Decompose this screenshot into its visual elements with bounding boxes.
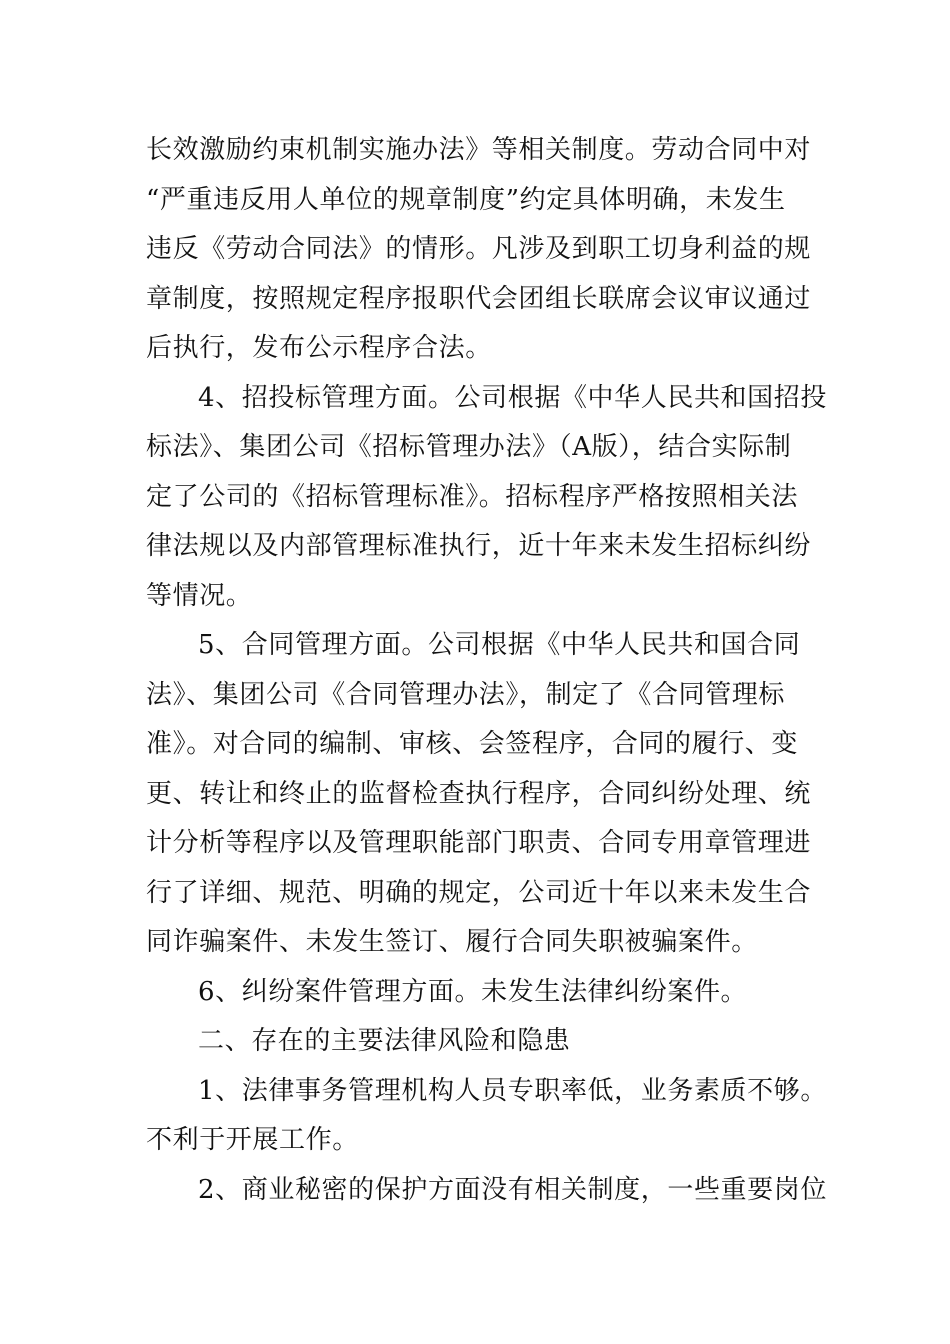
- text-line: 章制度，按照规定程序报职代会团组长联席会议审议通过: [146, 283, 812, 314]
- text-line: 同诈骗案件、未发生签订、履行合同失职被骗案件。: [146, 927, 758, 957]
- paragraph-6-heading-line: 6、纠纷案件管理方面。未发生法律纠纷案件。: [198, 976, 748, 1007]
- risk-item-2-line: 2、商业秘密的保护方面没有相关制度，一些重要岗位: [198, 1174, 827, 1205]
- paragraph-4-heading-line: 4、招投标管理方面。公司根据《中华人民共和国招投: [198, 382, 827, 413]
- text-line: 标法》、集团公司《招标管理办法》（A版），结合实际制: [146, 432, 792, 462]
- text-line: 计分析等程序以及管理职能部门职责、合同专用章管理进: [146, 828, 812, 858]
- body-text: [146, 126, 827, 1215]
- text-line: 更、转让和终止的监督检查执行程序，合同纠纷处理、统: [146, 778, 812, 809]
- section-heading: 二、存在的主要法律风险和隐患: [198, 1026, 571, 1056]
- risk-item-1-line: 1、法律事务管理机构人员专职率低，业务素质不够。: [198, 1075, 827, 1106]
- text-line: 长效激励约束机制实施办法》等相关制度。劳动合同中对: [146, 135, 812, 165]
- text-line: 违反《劳动合同法》的情形。凡涉及到职工切身利益的规: [146, 234, 812, 264]
- text-line: 准》。对合同的编制、审核、会签程序，合同的履行、变: [146, 729, 799, 759]
- text-line: 不利于开展工作。: [146, 1125, 359, 1155]
- text-line: 定了公司的《招标管理标准》。招标程序严格按照相关法: [146, 481, 799, 512]
- paragraph-5-heading-line: 5、合同管理方面。公司根据《中华人民共和国合同: [198, 630, 801, 660]
- text-line: 后执行，发布公示程序合法。: [146, 333, 492, 363]
- text-line: 法》、集团公司《合同管理办法》，制定了《合同管理标: [146, 679, 786, 710]
- text-line: “严重违反用人单位的规章制度”约定具体明确，未发生: [146, 184, 786, 215]
- text-line: 等情况。: [146, 580, 253, 611]
- text-line: 行了详细、规范、明确的规定，公司近十年以来未发生合: [146, 877, 812, 908]
- text-line: 律法规以及内部管理标准执行，近十年来未发生招标纠纷: [146, 531, 812, 561]
